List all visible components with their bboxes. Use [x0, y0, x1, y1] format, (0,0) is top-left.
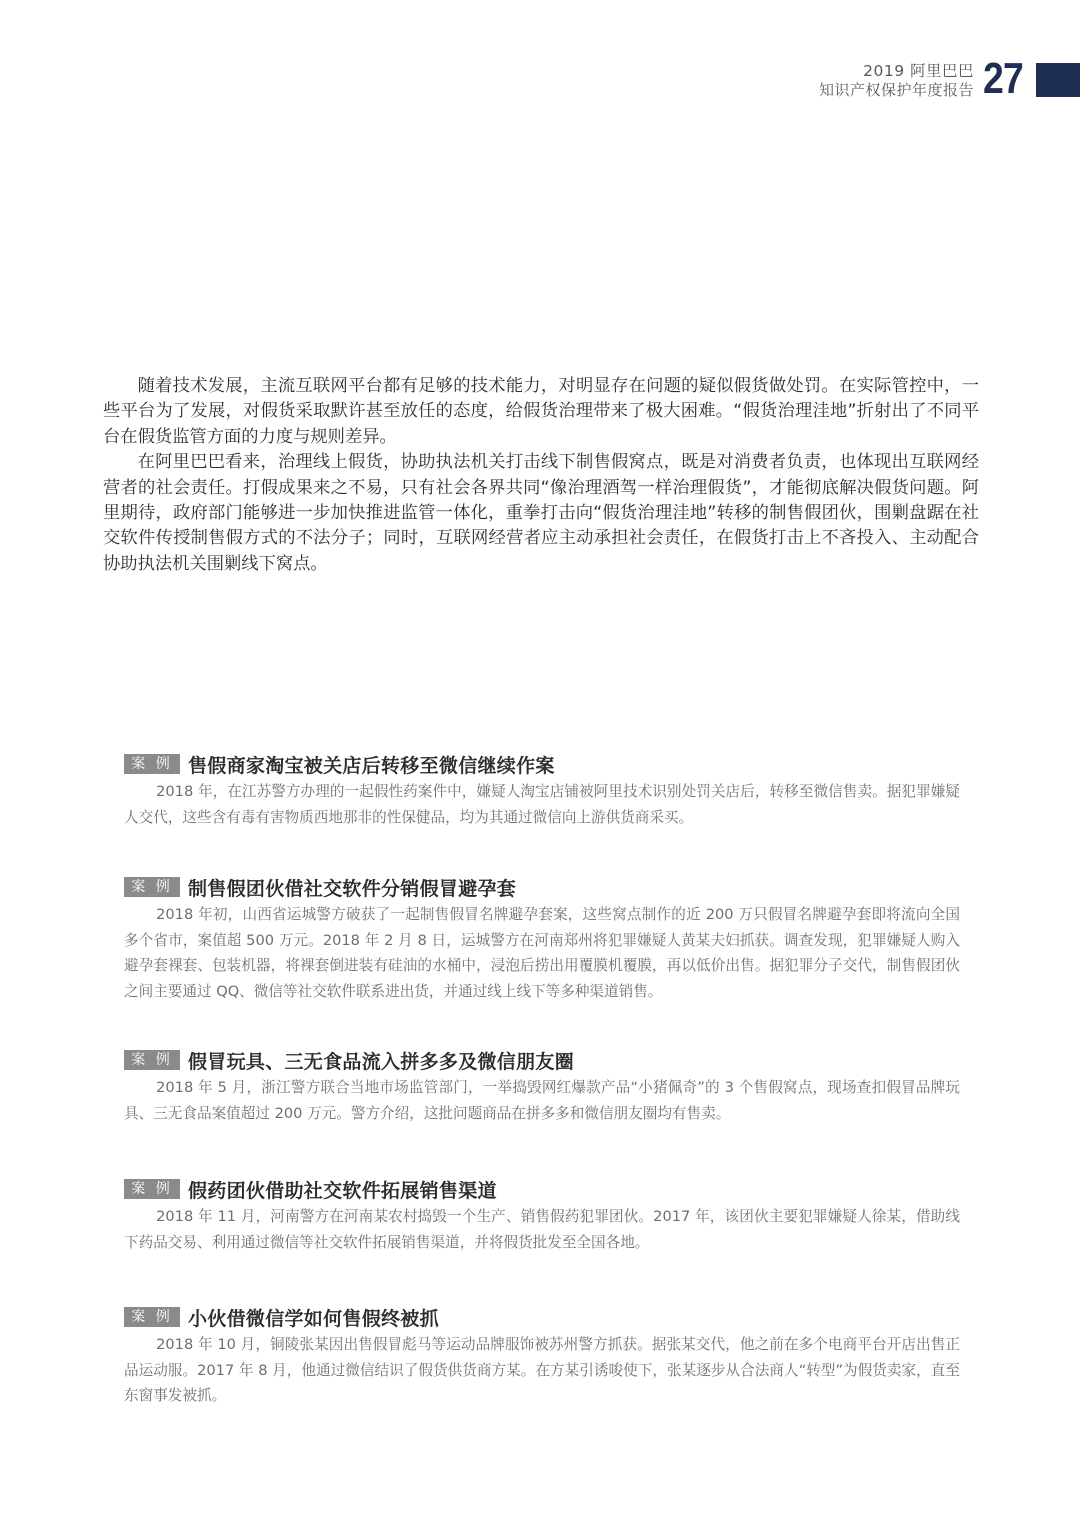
- page-number: 27: [983, 54, 1023, 103]
- case-title: 售假商家淘宝被关店后转移至微信继续作案: [188, 754, 555, 777]
- case-heading: [124, 1304, 960, 1330]
- case-block: [124, 1047, 960, 1126]
- case-body: 2018 年初，山西省运城警方破获了一起制售假冒名牌避孕套案，这些窝点制作的近 200 万只假冒名牌避孕套即将流向全国多个省市，案值超 500 万元。2018 年 2 月 8 日，运城警方在河南郑州将犯罪嫌疑人黄某夫妇抓获。调查发现，犯罪嫌疑人购入避孕套裸套、包装机器，将裸套倒进装有硅油的水桶中，浸泡后捞出用覆膜机覆膜，再以低价出售。据犯罪分子交代，制售假团伙之间主要通过 QQ、微信等社交软件联系进出货，并通过线上线下等多种渠道销售。: [124, 906, 960, 1000]
- case-body: 2018 年 10 月，铜陵张某因出售假冒彪马等运动品牌服饰被苏州警方抓获。据张某交代，他之前在多个电商平台开店出售正品运动服。2017 年 8 月，他通过微信结识了假货供货商方某。在方某引诱唆使下，张某逐步从合法商人“转型”为假货卖家，直至东窗事发被抓。: [124, 1336, 960, 1405]
- intro-paragraph: 随着技术发展，主流互联网平台都有足够的技术能力，对明显存在问题的疑似假货做处罚。在实际管控中，一些平台为了发展，对假货采取默许甚至放任的态度，给假货治理带来了极大困难。“假货治理洼地”折射出了不同平台在假货监管方面的力度与规则差异。: [103, 376, 979, 447]
- case-tag: 案 例: [124, 877, 180, 897]
- intro-section: [103, 374, 979, 577]
- case-tag: 案 例: [124, 1179, 180, 1199]
- case-title: 制售假团伙借社交软件分销假冒避孕套: [188, 877, 517, 900]
- case-block: [124, 751, 960, 830]
- case-title: 小伙借微信学如何售假终被抓: [188, 1307, 439, 1330]
- case-block: [124, 1304, 960, 1409]
- header-accent-bar: [1036, 63, 1080, 97]
- case-body: 2018 年 5 月，浙江警方联合当地市场监管部门，一举捣毁网红爆款产品“小猪佩奇”的 3 个售假窝点，现场查扣假冒品牌玩具、三无食品案值超过 200 万元。警方介绍，这批问题商品在拼多多和微信朋友圈均有售卖。: [124, 1079, 960, 1122]
- case-title: 假药团伙借助社交软件拓展销售渠道: [188, 1179, 497, 1202]
- report-header: [819, 62, 974, 100]
- report-subtitle: 知识产权保护年度报告: [818, 81, 974, 99]
- case-title: 假冒玩具、三无食品流入拼多多及微信朋友圈: [188, 1050, 575, 1073]
- case-tag: 案 例: [124, 754, 180, 774]
- case-block: [124, 1176, 960, 1255]
- case-heading: [124, 1176, 960, 1202]
- case-heading: [124, 751, 960, 777]
- case-tag: 案 例: [124, 1307, 180, 1327]
- intro-paragraph: 在阿里巴巴看来，治理线上假货，协助执法机关打击线下制售假窝点，既是对消费者负责，也体现出互联网经营者的社会责任。打假成果来之不易，只有社会各界共同“像治理酒驾一样治理假货”，才能彻底解决假货问题。阿里期待，政府部门能够进一步加快推进监管一体化，重拳打击向“假货治理洼地”转移的制售假团伙，围剿盘踞在社交软件传授制售假方式的不法分子；同时，互联网经营者应主动承担社会责任，在假货打击上不吝投入、主动配合协助执法机关围剿线下窝点。: [103, 452, 979, 574]
- case-body: 2018 年 11 月，河南警方在河南某农村捣毁一个生产、销售假药犯罪团伙。2017 年，该团伙主要犯罪嫌疑人徐某，借助线下药品交易、利用通过微信等社交软件拓展销售渠道，并将假货批发至全国各地。: [124, 1208, 960, 1251]
- case-tag: 案 例: [124, 1050, 180, 1070]
- case-heading: [124, 1047, 960, 1073]
- case-body: 2018 年，在江苏警方办理的一起假性药案件中，嫌疑人淘宝店铺被阿里技术识别处罚关店后，转移至微信售卖。据犯罪嫌疑人交代，这些含有毒有害物质西地那非的性保健品，均为其通过微信向上游供货商采买。: [124, 783, 960, 826]
- case-heading: [124, 874, 960, 900]
- report-year-title: 2019 阿里巴巴: [863, 62, 974, 80]
- case-block: [124, 874, 960, 1004]
